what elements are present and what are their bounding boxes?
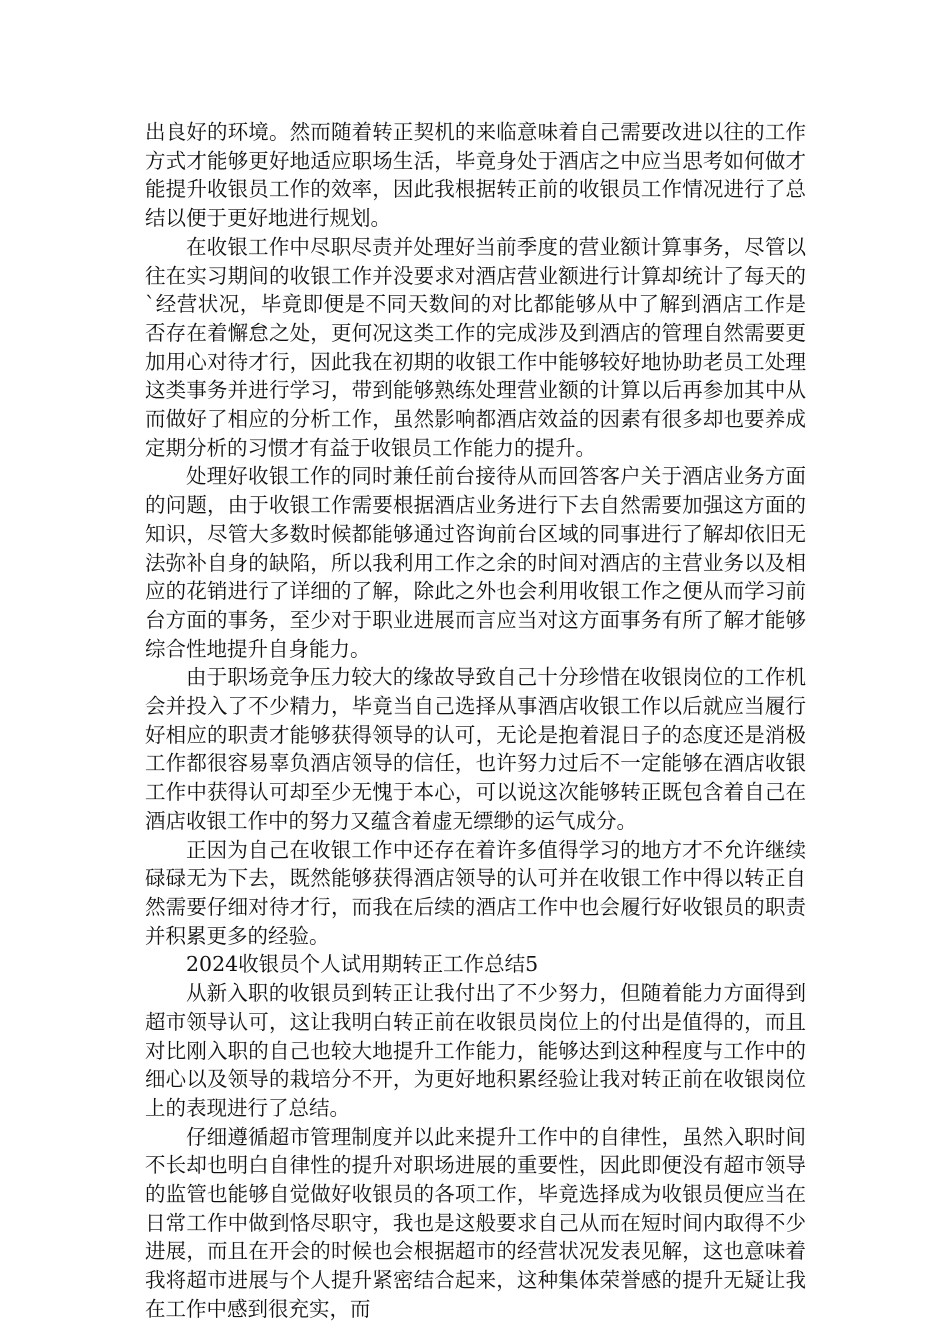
document-page — [145, 118, 806, 1324]
paragraph-continued: 出良好的环境。然而随着转正契机的来临意味着自己需要改进以往的工作方式才能够更好地适应职场生活，毕竟身处于酒店之中应当思考如何做才能提升收银员工作的效率，因此我根据转正前的收银员工作情况进行了总结以便于更好地进行规划。 — [145, 120, 806, 231]
paragraph: 从新入职的收银员到转正让我付出了不少努力，但随着能力方面得到超市领导认可，这让我明白转正前在收银员岗位上的付出是值得的，而且对比刚入职的自己也较大地提升工作能力，能够达到这种程度与工作中的细心以及领导的栽培分不开，为更好地积累经验让我对转正前在收银岗位上的表现进行了总结。 — [145, 981, 806, 1120]
section-title: 2024收银员个人试用期转正工作总结5 — [186, 952, 539, 977]
paragraph: 仔细遵循超市管理制度并以此来提升工作中的自律性，虽然入职时间不长却也明白自律性的提升对职场进展的重要性，因此即便没有超市领导的监管也能够自觉做好收银员的各项工作，毕竟选择成为收银员便应当在日常工作中做到恪尽职守，我也是这般要求自己从而在短时间内取得不少进展，而且在开会的时候也会根据超市的经营状况发表见解，这也意味着我将超市进展与个人提升紧密结合起来，这种集体荣誉感的提升无疑让我在工作中感到很充实，而 — [145, 1124, 806, 1321]
paragraph: 在收银工作中尽职尽责并处理好当前季度的营业额计算事务，尽管以往在实习期间的收银工作并没要求对酒店营业额进行计算却统计了每天的`经营状况，毕竟即便是不同天数间的对比都能够从中了解到酒店工作是否存在着懈怠之处，更何况这类工作的完成涉及到酒店的管理自然需要更加用心对待才行，因此我在初期的收银工作中能够较好地协助老员工处理这类事务并进行学习，带到能够熟练处理营业额的计算以后再参加其中从而做好了相应的分析工作，虽然影响都酒店效益的因素有很多却也要养成定期分析的习惯才有益于收银员工作能力的提升。 — [145, 234, 806, 460]
paragraph: 处理好收银工作的同时兼任前台接待从而回答客户关于酒店业务方面的问题，由于收银工作需要根据酒店业务进行下去自然需要加强这方面的知识，尽管大多数时候都能够通过咨询前台区域的同事进行了解却依旧无法弥补自身的缺陷，所以我利用工作之余的时间对酒店的主营业务以及相应的花销进行了详细的了解，除此之外也会利用收银工作之便从而学习前台方面的事务，至少对于职业进展而言应当对这方面事务有所了解才能够综合性地提升自身能力。 — [145, 464, 806, 661]
paragraph: 正因为自己在收银工作中还存在着许多值得学习的地方才不允许继续碌碌无为下去，既然能够获得酒店领导的认可并在收银工作中得以转正自然需要仔细对待才行，而我在后续的酒店工作中也会履行好收银员的职责并积累更多的经验。 — [145, 837, 806, 948]
paragraph: 由于职场竞争压力较大的缘故导致自己十分珍惜在收银岗位的工作机会并投入了不少精力，毕竟当自己选择从事酒店收银工作以后就应当履行好相应的职责才能够获得领导的认可，无论是抱着混日子的态度还是消极工作都很容易辜负酒店领导的信任，也许努力过后不一定能够在酒店收银工作中获得认可却至少无愧于本心，可以说这次能够转正既包含着自己在酒店收银工作中的努力又蕴含着虚无缥缈的运气成分。 — [145, 665, 806, 833]
